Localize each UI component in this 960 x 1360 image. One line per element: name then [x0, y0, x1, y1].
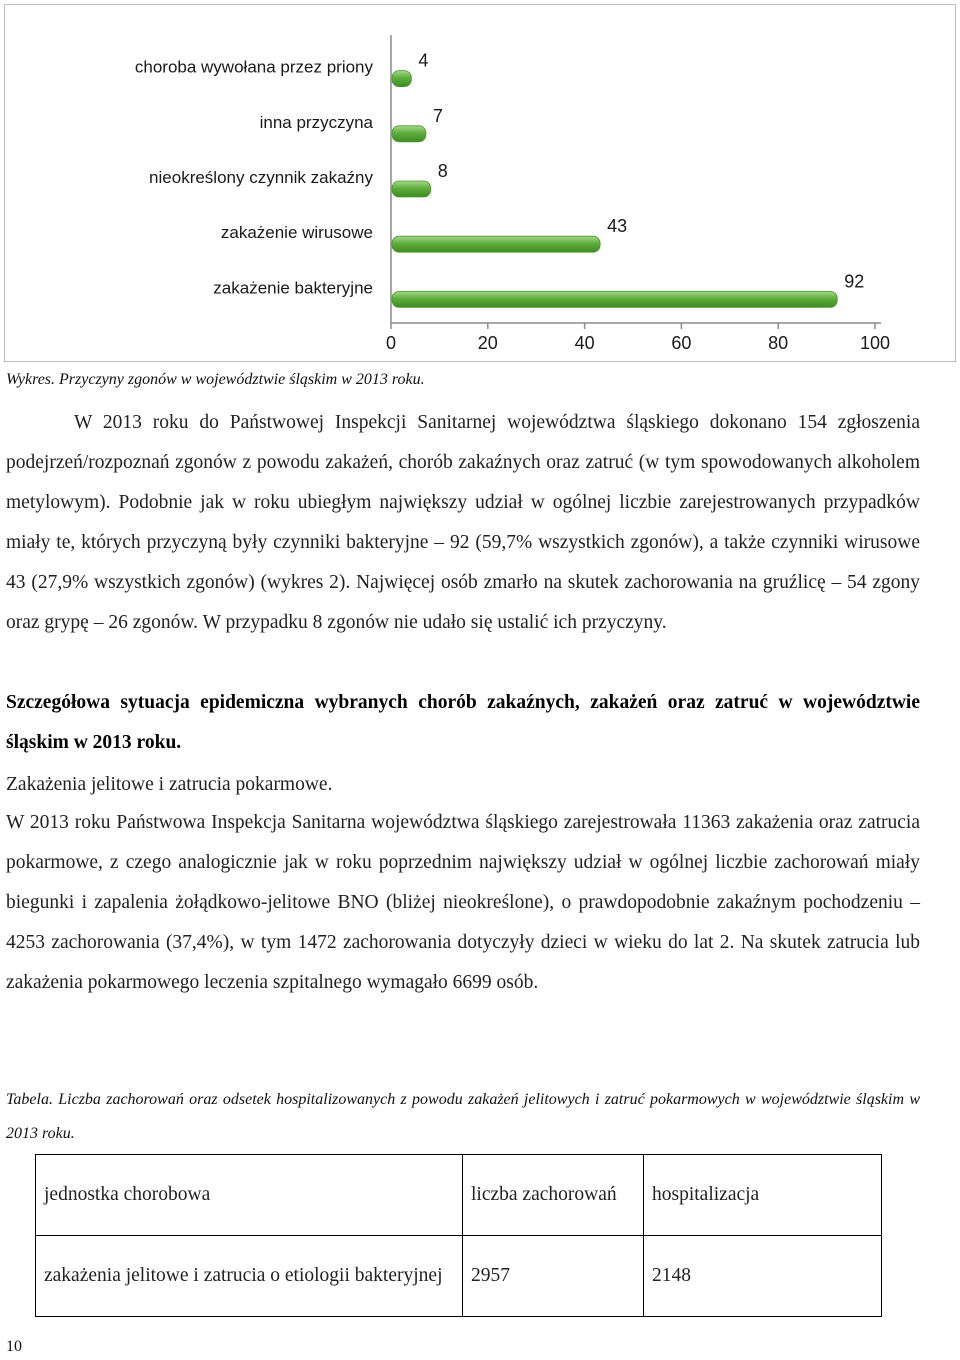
bar	[392, 71, 411, 87]
subsection-heading	[6, 765, 920, 805]
x-tick-label: 60	[671, 333, 692, 353]
paragraph-intestinal	[6, 803, 920, 1003]
table-header-cell: jednostka chorobowa	[36, 1155, 463, 1236]
hospitalization-table	[35, 1154, 882, 1317]
x-tick-label: 80	[768, 333, 789, 353]
table-row	[36, 1236, 882, 1317]
bar	[392, 236, 600, 252]
category-label: nieokreślony czynnik zakaźny	[149, 168, 373, 187]
bar	[392, 291, 837, 307]
table-header-row	[36, 1155, 882, 1236]
table-header-cell: hospitalizacja	[644, 1155, 882, 1236]
x-tick-label: 40	[574, 333, 595, 353]
bar	[392, 126, 426, 142]
causes-of-death-bar-chart	[5, 5, 957, 363]
table-cell: 2957	[463, 1236, 644, 1317]
table-cell: zakażenia jelitowe i zatrucia o etiologii bakteryjnej	[36, 1236, 463, 1317]
page-number: 10	[6, 1338, 22, 1355]
chart-caption: Wykres. Przyczyny zgonów w województwie śląskim w 2013 roku.	[6, 371, 425, 388]
category-label: zakażenie bakteryjne	[213, 278, 373, 298]
category-label: choroba wywołana przez priony	[134, 57, 373, 77]
data-label: 92	[844, 271, 865, 292]
paragraph-deaths-text: W 2013 roku do Państwowej Inspekcji Sanitarnej województwa śląskiego dokonano 154 zgłoszenia podejrzeń/rozpoznań zgonów z powodu zakażeń, chorób zakaźnych oraz zatruć (w tym spowodowanych alkoholem metylowym). Podobnie jak w roku ubiegłym największy udział w ogólnej liczbie zarejestrowanych przypadków miały te, których przyczyną były czynniki bakteryjne – 92 (59,7% wszystkich zgonów), a także czynniki wirusowe 43 (27,9% wszystkich zgonów) (wykres 2). Najwięcej osób zmarło na skutek zachorowania na gruźlicę – 54 zgony oraz grypę – 26 zgonów. W przypadku 8 zgonów nie udało się ustalić ich przyczyny.	[6, 412, 920, 633]
x-tick-label: 20	[477, 333, 498, 353]
paragraph-intestinal-text: W 2013 roku Państwowa Inspekcja Sanitarna województwa śląskiego zarejestrowała 11363 zakażenia oraz zatrucia pokarmowe, z czego analogicznie jak w roku poprzednim największy udział w ogólnej liczbie zachorowań miały biegunki i zapalenia żołądkowo-jelitowe BNO (bliżej nieokreślone), o prawdopodobnie zakaźnym pochodzeniu – 4253 zachorowania (37,4%), w tym 1472 zachorowania dotyczyły dzieci w wieku do lat 2. Na skutek zatrucia lub zakażenia pokarmowego leczenia szpitalnego wymagało 6699 osób.	[6, 812, 920, 993]
data-label: 43	[607, 216, 628, 237]
category-label: inna przyczyna	[259, 112, 373, 132]
data-label: 7	[432, 105, 443, 126]
table-caption: Tabela. Liczba zachorowań oraz odsetek hospitalizowanych z powodu zakażeń jelitowych i zatruć pokarmowych w województwie śląskim w 2013 roku.	[6, 1091, 920, 1142]
bar	[392, 181, 431, 197]
x-tick-label: 0	[385, 333, 397, 353]
category-label: zakażenie wirusowe	[220, 223, 373, 243]
data-label: 4	[418, 50, 429, 71]
table-header-cell: liczba zachorowań	[463, 1155, 644, 1236]
section-heading-text: Szczegółowa sytuacja epidemiczna wybranych chorób zakaźnych, zakażeń oraz zatruć w województwie śląskim w 2013 roku.	[6, 692, 920, 753]
data-label: 8	[437, 161, 448, 181]
x-tick-label: 100	[859, 333, 891, 353]
chart-frame	[4, 4, 956, 362]
subsection-heading-text: Zakażenia jelitowe i zatrucia pokarmowe.	[6, 774, 333, 795]
table-cell: 2148	[644, 1236, 882, 1317]
section-heading	[6, 683, 920, 763]
paragraph-deaths	[6, 403, 920, 643]
